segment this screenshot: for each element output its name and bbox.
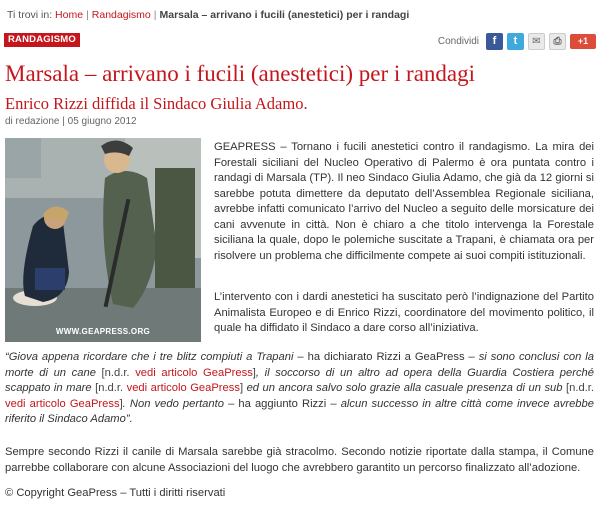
breadcrumb-home-link[interactable]: Home (55, 9, 84, 21)
article-paragraph-4: Sempre secondo Rizzi il canile di Marsala sarebbe già stracolmo. Secondo notizie riportate dalla stampa, il Comune parrebbe collaborare con alcune Associazioni del luogo che avrebbero garantito un percorso finalizzato all’adozione. (5, 446, 594, 474)
article-link[interactable]: vedi articolo GeaPress (135, 366, 253, 379)
editor-note-open: [n.d.r. (91, 382, 127, 394)
breadcrumb-separator: | (86, 9, 89, 21)
quote-attribution: – ha dichiarato Rizzi a GeaPress – (293, 351, 479, 363)
quote-text: ed un ancora salvo solo grazie alla casuale presenza di un sub (243, 382, 563, 394)
breadcrumb-section-link[interactable]: Randagismo (91, 9, 151, 21)
breadcrumb (7, 9, 597, 21)
breadcrumb-prefix: Ti trovi in: (7, 9, 53, 21)
breadcrumb-separator: | (153, 9, 157, 21)
mail-icon[interactable]: ✉ (528, 33, 545, 50)
copyright-notice: © Copyright GeaPress – Tutti i diritti riservati (5, 487, 226, 499)
quote-text: si sono conclusi con la morte di un cane (5, 351, 595, 379)
editor-note-close: ] (239, 382, 244, 394)
share-bar (438, 31, 596, 51)
quote-text: “Giova appena ricordare che i tre blitz compiuti a Trapani (5, 351, 294, 363)
editor-note-open: [n.d.r. (95, 366, 136, 379)
editor-note-close: ] (252, 366, 256, 379)
category-tag[interactable]: RANDAGISMO (4, 33, 80, 47)
quote-text: , il soccorso di un altro ad opera della Guardia Costiera perché scappato in mare (5, 366, 595, 394)
article-link[interactable]: vedi articolo GeaPress (5, 397, 120, 410)
article-subtitle: Enrico Rizzi diffida il Sindaco Giulia Adamo. (5, 94, 308, 113)
photo-illustration (5, 138, 201, 342)
quote-text: alcun successo in altre città come invece avrebbe riferito il Sindaco Adamo”. (5, 397, 594, 425)
photo-watermark: WWW.GEAPRESS.ORG (55, 327, 151, 336)
article-link[interactable]: vedi articolo GeaPress (126, 382, 240, 394)
article-title: Marsala – arrivano i fucili (anestetici) per i randagi (5, 61, 476, 86)
editor-note-close: ] (119, 397, 123, 410)
article-photo (5, 138, 201, 342)
quote-attribution: – ha aggiunto Rizzi – (223, 397, 341, 410)
print-icon[interactable]: ⎙ (549, 33, 566, 50)
quote-text: . Non vedo pertanto (122, 397, 224, 410)
editor-note-open: [n.d.r. (562, 382, 594, 394)
facebook-icon[interactable]: f (486, 33, 503, 50)
article-byline: di redazione | 05 giugno 2012 (5, 116, 137, 127)
article-quote-paragraph (5, 350, 594, 428)
twitter-icon[interactable]: t (507, 33, 524, 50)
article-paragraph-1: GEAPRESS – Tornano i fucili anestetici contro il randagismo. La mira dei Forestali siciliani del Nucleo Operativo di Palermo è ora puntata contro i randagi di Marsala (TP). Il neo Sindaco Giulia Adamo, che già da 12 giorni si sarebbe potuta dimettere da deputato dell’Assemblea Regionale siciliana, avrebbe infatti comunicato l’arrivo del Nucleo a seguito delle morsicature dei cani avvenute in città. Non è chiaro a che titolo intervenga la Forestale siciliana la quale, dopo le polemiche suscitate a Trapani, è chiamata ora per risolvere un problema che difficilmente compete ai suoi compiti istituzionali. (214, 141, 594, 262)
share-label: Condividi (437, 35, 479, 47)
article-paragraph-2: L’intervento con i dardi anestetici ha suscitato però l’indignazione del Partito Animalista Europeo e di Enrico Rizzi, coordinatore del movimento politico, il quale ha diffidato il Sindaco a dare corso all’iniziativa. (214, 291, 594, 334)
breadcrumb-current: Marsala – arrivano i fucili (anestetici) per i randagi (159, 9, 410, 21)
google-plus-icon[interactable]: +1 (570, 34, 596, 49)
